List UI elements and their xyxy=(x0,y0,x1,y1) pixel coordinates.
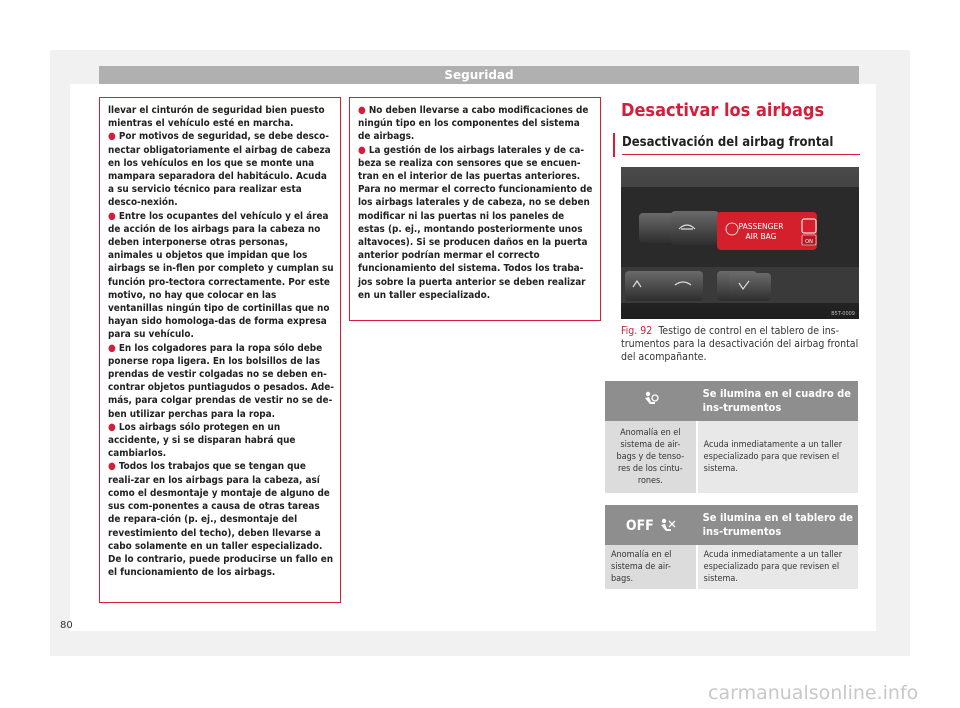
bullet-icon: ● xyxy=(358,105,366,116)
warning-paragraph: ● No deben llevarse a cabo modificaciones de ningún tipo en los componentes del sistema de airbags. xyxy=(358,105,589,143)
table-header: Se ilumina en el tablero de ins-trumentos xyxy=(697,505,858,545)
figure-caption xyxy=(621,325,861,364)
warning-paragraph: ● Entre los ocupantes del vehículo y el área de acción de los airbags para la cabeza no deben interponerse otras personas, animales u objetos que impidan que los airbags se in-flen por completo y cumplan su función pro-tectora correctamente. Por este motivo, no hay que colocar en las ventanillas ningún tipo de cortinillas que no hayan sido homologa-das de forma expresa para su vehículo. xyxy=(108,210,334,341)
table-cell-cause: Anomalía en el sistema de air-bags. xyxy=(605,545,697,589)
figure-caption-text: Testigo de control en el tablero de ins-trumentos para la desactivación del airbag frontal del acompañante. xyxy=(621,325,859,363)
warning-paragraph: ● Por motivos de seguridad, se debe desco-nectar obligatoriamente el airbag de cabeza en los vehículos en los que se monte una mampara separadora del habitáculo. Acuda a su servicio técnico para realizar esta desco-nexión. xyxy=(108,131,331,209)
figure-dashboard-panel xyxy=(621,167,859,319)
warning-paragraph: llevar el cinturón de seguridad bien puesto mientras el vehículo esté en marcha. xyxy=(108,105,325,130)
section-title: Desactivar los airbags xyxy=(621,100,825,121)
table-header-icon-cell xyxy=(605,505,697,545)
warning-box-middle xyxy=(349,97,601,321)
bullet-icon: ● xyxy=(108,461,116,473)
bullet-icon: ● xyxy=(108,342,116,354)
section-header: Seguridad xyxy=(99,66,859,84)
warning-paragraph: ● En los colgadores para la ropa sólo debe ponerse ropa ligera. En los bolsillos de las prendas de vestir colgadas no se deben en-contrar objetos puntiagudos o pesados. Ade-más, para colgar prendas de vestir no se de-ben utilizar perchas para la ropa. xyxy=(108,342,334,420)
dashboard-illustration xyxy=(621,167,859,319)
table-cell-action: Acuda inmediatamente a un taller especializado para que revisen el sistema. xyxy=(697,421,858,493)
warning-light-table-1 xyxy=(605,381,858,493)
warning-paragraph: ● Todos los trabajos que se tengan que reali-zar en los airbags para la cabeza, así como el desmontaje y montaje de alguno de sus com-ponentes a causa de otras tareas de repara-ción (p. ej., desmontaje del revestimiento del techo), deben llevarse a cabo solamente en un taller especializado. De lo contrario, puede producirse un fallo en el funcionamiento de los airbags. xyxy=(108,461,334,579)
watermark: carmanualsonline.info xyxy=(708,682,919,704)
page-number: 80 xyxy=(60,620,73,631)
bullet-icon: ● xyxy=(108,131,116,143)
console-button xyxy=(671,211,719,245)
table-header: Se ilumina en el cuadro de ins-trumentos xyxy=(697,381,858,421)
warning-light-table-2 xyxy=(605,505,858,589)
panel-text-2: AIR BAG xyxy=(745,232,777,241)
warning-paragraph: ● Los airbags sólo protegen en un accidente, y si se disparan habrá que cambiarlos. xyxy=(108,421,296,460)
subsection-title: Desactivación del airbag frontal xyxy=(622,135,860,155)
off-label: OFF xyxy=(625,518,654,534)
panel-text-1: PASSENGER xyxy=(738,222,784,231)
subsection-accent-bar xyxy=(613,133,615,157)
console-button xyxy=(625,271,667,301)
bullet-icon: ● xyxy=(358,144,366,156)
console-button xyxy=(661,271,703,301)
on-label: ON xyxy=(805,239,813,245)
table-cell-action: Acuda inmediatamente a un taller especializado para que revisen el sistema. xyxy=(697,545,858,589)
bullet-icon: ● xyxy=(108,210,116,222)
figure-label: Fig. 92 xyxy=(621,325,653,337)
table-header-icon-cell xyxy=(605,381,697,421)
console-button xyxy=(729,273,771,301)
airbag-off-icon xyxy=(658,517,676,535)
warning-box-left xyxy=(99,97,341,603)
table-cell-cause: Anomalía en el sistema de air-bags y de tenso-res de los cintu-rones. xyxy=(605,421,697,493)
figure-code: B5T-0009 xyxy=(831,311,855,317)
airbag-warning-icon xyxy=(642,390,660,408)
bullet-icon: ● xyxy=(108,421,116,433)
warning-paragraph: ● La gestión de los airbags laterales y de ca-beza se realiza con sensores que se encuen-tran en el interior de las puertas anteriores. Para no mermar el correcto funcionamiento de los airbags laterales y de cabeza, no se deben modificar ni las puertas ni los paneles de estas (p. ej., montando posteriormente unos altavoces). Si se producen daños en la puerta anterior podrían mermar el correcto funcionamiento del sistema. Todos los traba-jos sobre la puerta anterior se deben realizar en un taller especializado. xyxy=(358,144,593,301)
